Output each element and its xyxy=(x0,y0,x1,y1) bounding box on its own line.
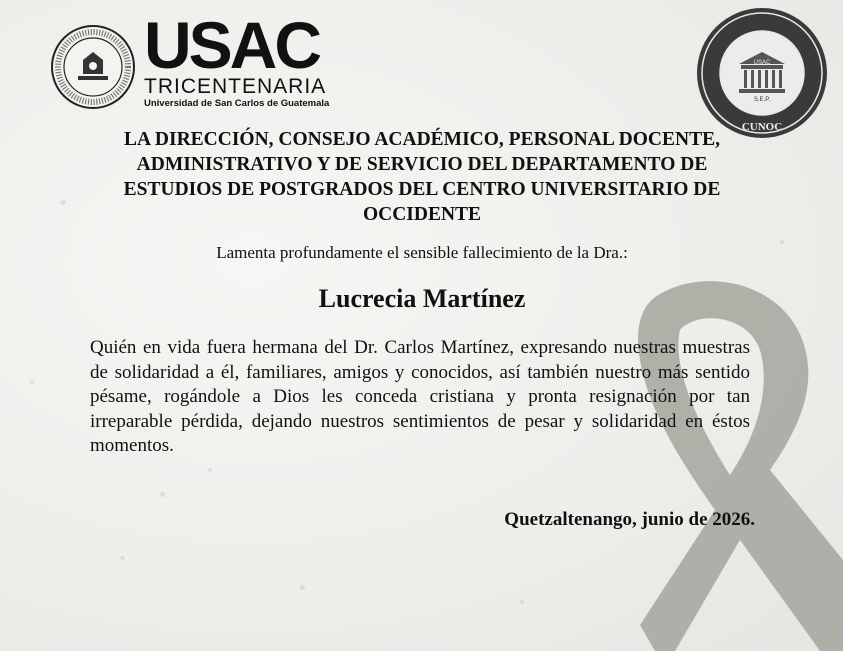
condolence-message: Quién en vida fuera hermana del Dr. Carlos Martínez, expresando nuestras muestras de solidaridad a él, familiares, amigos y conocidos, así también nuestro más sentido pésame, rogándole a Dios les conceda cristiana y pronta resignación por tan irreparable pérdida, dejando nuestros sentimientos de pesar y solidaridad en éstos momentos. xyxy=(90,337,750,456)
texture-speck xyxy=(160,492,165,497)
seal-cunoc-text: CUNOC xyxy=(741,121,783,133)
university-seal-icon xyxy=(50,24,136,110)
texture-speck xyxy=(60,200,66,205)
usac-university-name: Universidad de San Carlos de Guatemala xyxy=(144,98,330,109)
deceased-name: Lucrecia Martínez xyxy=(318,284,526,313)
texture-speck xyxy=(208,468,212,472)
texture-speck xyxy=(120,556,125,560)
place-and-date: Quetzaltenango, junio de 2026. xyxy=(504,509,755,530)
texture-speck xyxy=(520,600,524,604)
lament-line: Lamenta profundamente el sensible fallecimiento de la Dra.: xyxy=(216,243,628,262)
seal-center-bottom-text: S.E.P. xyxy=(753,97,771,103)
usac-wordmark: USAC xyxy=(144,8,320,82)
page-heading: LA DIRECCIÓN, CONSEJO ACADÉMICO, PERSONAL DOCENTE, ADMINISTRATIVO Y DE SERVICIO DEL DEPARTAMENTO DE ESTUDIOS DE POSTGRADOS DEL CENTRO UNIVERSITARIO DE OCCIDENTE xyxy=(123,129,721,225)
texture-speck xyxy=(300,585,305,590)
mourning-ribbon xyxy=(620,270,843,651)
usac-logo xyxy=(144,8,334,110)
usac-tricentenaria: TRICENTENARIA xyxy=(144,75,327,98)
seal-center-top-text: USAC xyxy=(753,60,771,66)
texture-speck xyxy=(780,240,784,244)
texture-speck xyxy=(30,380,34,384)
postgraduate-department-seal-icon xyxy=(695,6,829,140)
